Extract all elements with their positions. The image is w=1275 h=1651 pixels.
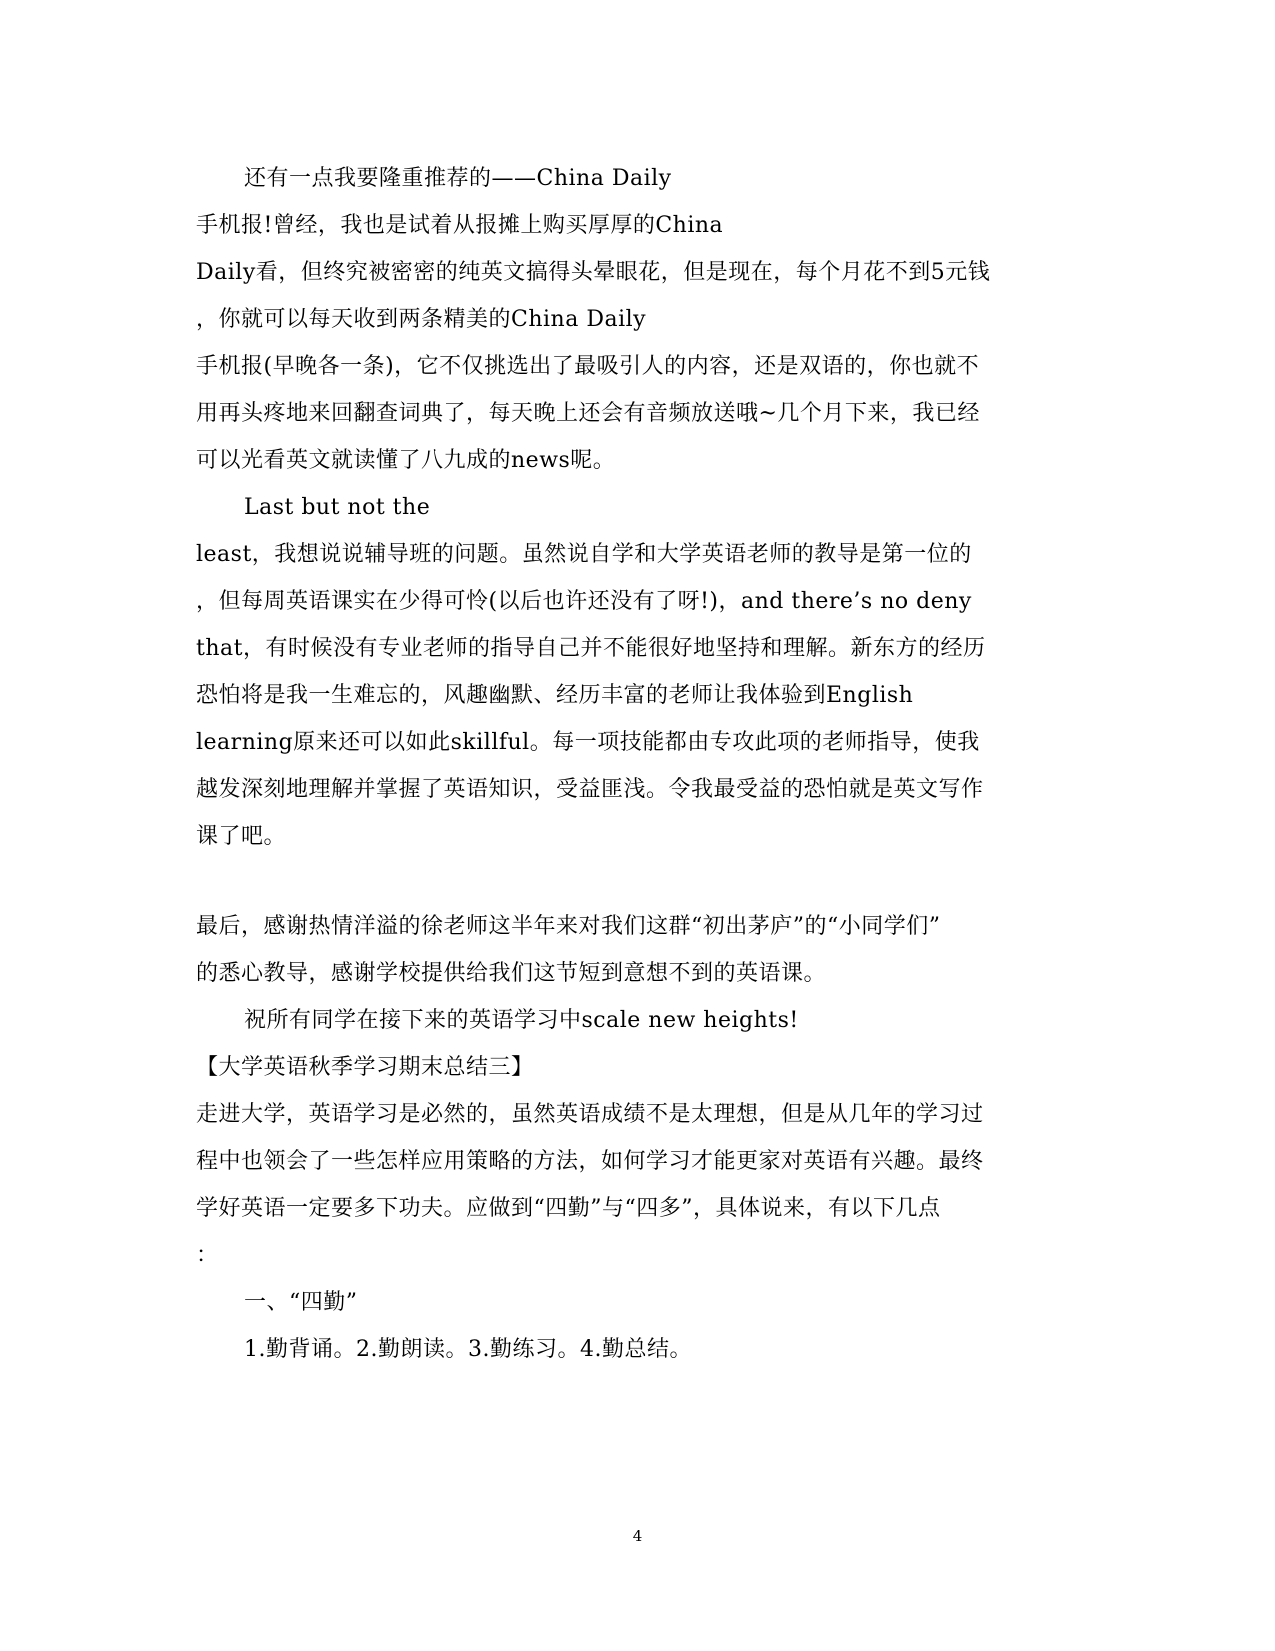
text-line: 走进大学，英语学习是必然的，虽然英语成绩不是太理想，但是从几年的学习过 [196,1102,984,1127]
text-line: 越发深刻地理解并掌握了英语知识，受益匪浅。令我最受益的恐怕就是英文写作 [196,777,984,802]
text-line: 可以光看英文就读懂了八九成的news呢。 [196,448,616,473]
page-number: 4 [632,1527,643,1545]
text-line: 1.勤背诵。2.勤朗读。3.勤练习。4.勤总结。 [244,1337,692,1362]
text-line: 的悉心教导，感谢学校提供给我们这节短到意想不到的英语课。 [196,961,827,986]
text-line: Last but not the [244,495,431,520]
text-line: learning原来还可以如此skillful。每一项技能都由专攻此项的老师指导，使我 [196,730,980,755]
text-line: 学好英语一定要多下功夫。应做到“四勤”与“四多”，具体说来，有以下几点 [196,1196,941,1221]
text-line: 一、“四勤” [244,1290,358,1315]
text-line: 还有一点我要隆重推荐的——China Daily [244,166,672,191]
text-line: 课了吧。 [196,824,287,849]
section-heading: 【大学英语秋季学习期末总结三】 [196,1055,534,1080]
text-line: 祝所有同学在接下来的英语学习中scale new heights! [244,1008,799,1033]
text-line: 恐怕将是我一生难忘的，风趣幽默、经历丰富的老师让我体验到English [196,683,914,708]
text-line: 用再头疼地来回翻查词典了，每天晚上还会有音频放送哦~几个月下来，我已经 [196,401,980,426]
text-line: 手机报(早晚各一条)，它不仅挑选出了最吸引人的内容，还是双语的，你也就不 [196,354,980,379]
text-line: 最后，感谢热情洋溢的徐老师这半年来对我们这群“初出茅庐”的“小同学们” [196,914,941,939]
text-line: that，有时候没有专业老师的指导自己并不能很好地坚持和理解。新东方的经历 [196,636,986,661]
text-line: 手机报!曾经，我也是试着从报摊上购买厚厚的China [196,213,724,238]
text-line: ，但每周英语课实在少得可怜(以后也许还没有了呀!)，and there’s no deny [196,589,972,614]
text-line: ，你就可以每天收到两条精美的China Daily [196,307,647,332]
text-line: least，我想说说辅导班的问题。虽然说自学和大学英语老师的教导是第一位的 [196,542,972,567]
text-line: Daily看，但终究被密密的纯英文搞得头晕眼花，但是现在，每个月花不到5元钱 [196,260,991,285]
text-line: ： [196,1243,219,1268]
text-line: 程中也领会了一些怎样应用策略的方法，如何学习才能更家对英语有兴趣。最终 [196,1149,984,1174]
